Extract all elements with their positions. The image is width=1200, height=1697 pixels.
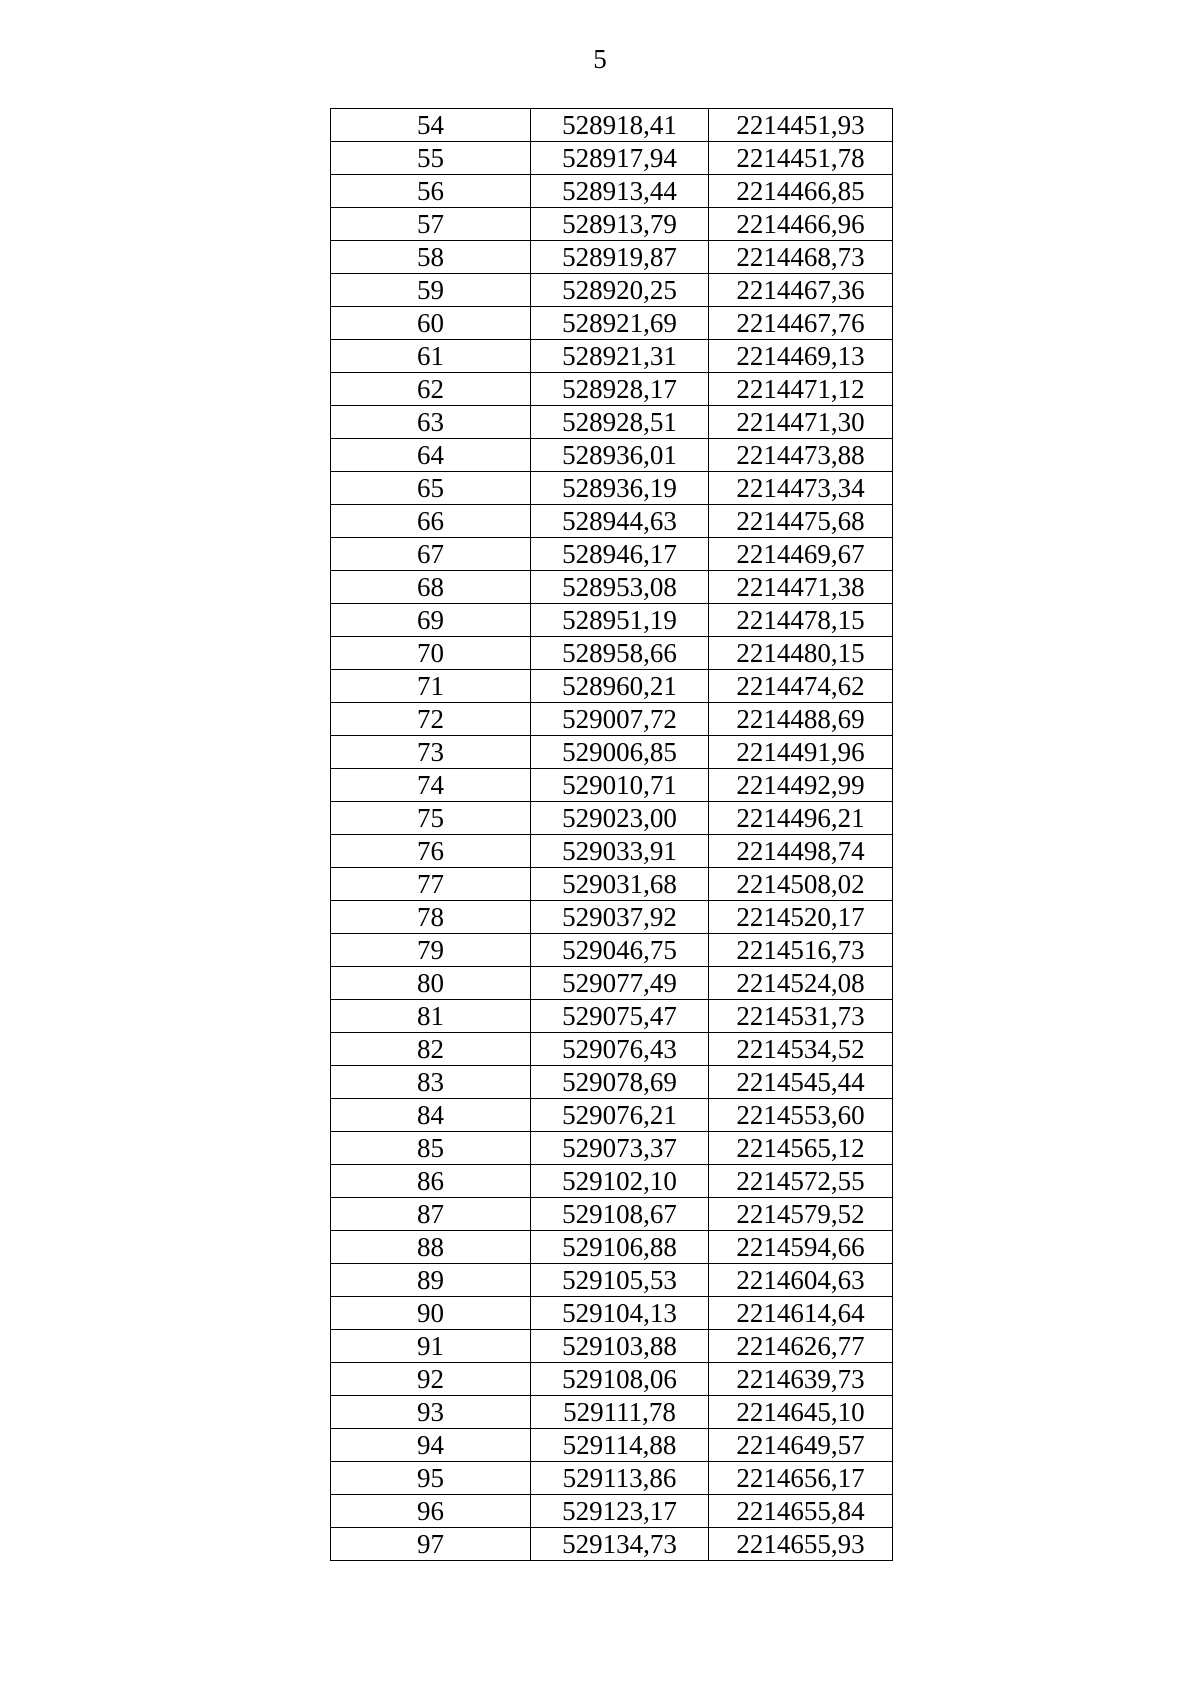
table-row — [331, 373, 893, 406]
coordinates-table-body — [331, 109, 893, 1561]
point-number-cell: 80 — [331, 967, 531, 1000]
point-number-cell: 54 — [331, 109, 531, 142]
table-row — [331, 703, 893, 736]
point-number-cell: 75 — [331, 802, 531, 835]
y-coordinate-cell: 2214655,84 — [709, 1495, 893, 1528]
y-coordinate-cell: 2214469,67 — [709, 538, 893, 571]
x-coordinate-cell: 528921,69 — [531, 307, 709, 340]
x-coordinate-cell: 529108,67 — [531, 1198, 709, 1231]
x-coordinate-cell: 529075,47 — [531, 1000, 709, 1033]
y-coordinate-cell: 2214492,99 — [709, 769, 893, 802]
point-number-cell: 89 — [331, 1264, 531, 1297]
x-coordinate-cell: 529010,71 — [531, 769, 709, 802]
table-row — [331, 274, 893, 307]
table-row — [331, 1132, 893, 1165]
x-coordinate-cell: 528920,25 — [531, 274, 709, 307]
y-coordinate-cell: 2214572,55 — [709, 1165, 893, 1198]
table-row — [331, 175, 893, 208]
x-coordinate-cell: 528918,41 — [531, 109, 709, 142]
x-coordinate-cell: 528913,44 — [531, 175, 709, 208]
point-number-cell: 94 — [331, 1429, 531, 1462]
y-coordinate-cell: 2214498,74 — [709, 835, 893, 868]
table-row — [331, 868, 893, 901]
y-coordinate-cell: 2214508,02 — [709, 868, 893, 901]
point-number-cell: 71 — [331, 670, 531, 703]
table-row — [331, 901, 893, 934]
x-coordinate-cell: 528944,63 — [531, 505, 709, 538]
y-coordinate-cell: 2214491,96 — [709, 736, 893, 769]
y-coordinate-cell: 2214579,52 — [709, 1198, 893, 1231]
y-coordinate-cell: 2214516,73 — [709, 934, 893, 967]
point-number-cell: 85 — [331, 1132, 531, 1165]
point-number-cell: 63 — [331, 406, 531, 439]
x-coordinate-cell: 529102,10 — [531, 1165, 709, 1198]
x-coordinate-cell: 529073,37 — [531, 1132, 709, 1165]
x-coordinate-cell: 529114,88 — [531, 1429, 709, 1462]
table-row — [331, 241, 893, 274]
point-number-cell: 76 — [331, 835, 531, 868]
y-coordinate-cell: 2214649,57 — [709, 1429, 893, 1462]
table-row — [331, 670, 893, 703]
x-coordinate-cell: 529123,17 — [531, 1495, 709, 1528]
y-coordinate-cell: 2214469,13 — [709, 340, 893, 373]
y-coordinate-cell: 2214451,93 — [709, 109, 893, 142]
point-number-cell: 81 — [331, 1000, 531, 1033]
coordinates-table — [330, 108, 893, 1561]
point-number-cell: 72 — [331, 703, 531, 736]
table-row — [331, 1495, 893, 1528]
point-number-cell: 69 — [331, 604, 531, 637]
y-coordinate-cell: 2214496,21 — [709, 802, 893, 835]
y-coordinate-cell: 2214639,73 — [709, 1363, 893, 1396]
table-row — [331, 439, 893, 472]
point-number-cell: 74 — [331, 769, 531, 802]
point-number-cell: 96 — [331, 1495, 531, 1528]
table-row — [331, 1396, 893, 1429]
x-coordinate-cell: 528928,17 — [531, 373, 709, 406]
y-coordinate-cell: 2214553,60 — [709, 1099, 893, 1132]
table-row — [331, 1297, 893, 1330]
y-coordinate-cell: 2214614,64 — [709, 1297, 893, 1330]
table-row — [331, 1000, 893, 1033]
table-row — [331, 934, 893, 967]
table-row — [331, 967, 893, 1000]
x-coordinate-cell: 529076,21 — [531, 1099, 709, 1132]
x-coordinate-cell: 528919,87 — [531, 241, 709, 274]
point-number-cell: 91 — [331, 1330, 531, 1363]
point-number-cell: 70 — [331, 637, 531, 670]
point-number-cell: 58 — [331, 241, 531, 274]
y-coordinate-cell: 2214565,12 — [709, 1132, 893, 1165]
x-coordinate-cell: 529007,72 — [531, 703, 709, 736]
table-row — [331, 1165, 893, 1198]
point-number-cell: 56 — [331, 175, 531, 208]
x-coordinate-cell: 529023,00 — [531, 802, 709, 835]
x-coordinate-cell: 528936,19 — [531, 472, 709, 505]
x-coordinate-cell: 528958,66 — [531, 637, 709, 670]
point-number-cell: 84 — [331, 1099, 531, 1132]
y-coordinate-cell: 2214604,63 — [709, 1264, 893, 1297]
y-coordinate-cell: 2214656,17 — [709, 1462, 893, 1495]
point-number-cell: 82 — [331, 1033, 531, 1066]
x-coordinate-cell: 529033,91 — [531, 835, 709, 868]
point-number-cell: 79 — [331, 934, 531, 967]
point-number-cell: 67 — [331, 538, 531, 571]
point-number-cell: 65 — [331, 472, 531, 505]
y-coordinate-cell: 2214655,93 — [709, 1528, 893, 1561]
point-number-cell: 61 — [331, 340, 531, 373]
y-coordinate-cell: 2214488,69 — [709, 703, 893, 736]
y-coordinate-cell: 2214468,73 — [709, 241, 893, 274]
point-number-cell: 87 — [331, 1198, 531, 1231]
y-coordinate-cell: 2214471,12 — [709, 373, 893, 406]
y-coordinate-cell: 2214467,36 — [709, 274, 893, 307]
y-coordinate-cell: 2214520,17 — [709, 901, 893, 934]
table-row — [331, 208, 893, 241]
x-coordinate-cell: 528921,31 — [531, 340, 709, 373]
point-number-cell: 88 — [331, 1231, 531, 1264]
x-coordinate-cell: 529103,88 — [531, 1330, 709, 1363]
y-coordinate-cell: 2214473,88 — [709, 439, 893, 472]
table-row — [331, 637, 893, 670]
x-coordinate-cell: 529006,85 — [531, 736, 709, 769]
x-coordinate-cell: 529108,06 — [531, 1363, 709, 1396]
table-row — [331, 736, 893, 769]
x-coordinate-cell: 528951,19 — [531, 604, 709, 637]
point-number-cell: 78 — [331, 901, 531, 934]
y-coordinate-cell: 2214475,68 — [709, 505, 893, 538]
table-row — [331, 340, 893, 373]
point-number-cell: 55 — [331, 142, 531, 175]
y-coordinate-cell: 2214466,85 — [709, 175, 893, 208]
point-number-cell: 86 — [331, 1165, 531, 1198]
table-row — [331, 1231, 893, 1264]
table-row — [331, 1528, 893, 1561]
point-number-cell: 83 — [331, 1066, 531, 1099]
table-row — [331, 571, 893, 604]
x-coordinate-cell: 529134,73 — [531, 1528, 709, 1561]
table-row — [331, 307, 893, 340]
table-row — [331, 538, 893, 571]
y-coordinate-cell: 2214471,38 — [709, 571, 893, 604]
table-row — [331, 505, 893, 538]
y-coordinate-cell: 2214478,15 — [709, 604, 893, 637]
x-coordinate-cell: 528946,17 — [531, 538, 709, 571]
y-coordinate-cell: 2214474,62 — [709, 670, 893, 703]
y-coordinate-cell: 2214545,44 — [709, 1066, 893, 1099]
x-coordinate-cell: 528953,08 — [531, 571, 709, 604]
table-row — [331, 1099, 893, 1132]
x-coordinate-cell: 528936,01 — [531, 439, 709, 472]
page-number: 5 — [593, 44, 607, 74]
point-number-cell: 59 — [331, 274, 531, 307]
x-coordinate-cell: 529046,75 — [531, 934, 709, 967]
x-coordinate-cell: 529105,53 — [531, 1264, 709, 1297]
point-number-cell: 95 — [331, 1462, 531, 1495]
x-coordinate-cell: 529031,68 — [531, 868, 709, 901]
table-row — [331, 769, 893, 802]
table-row — [331, 1462, 893, 1495]
point-number-cell: 73 — [331, 736, 531, 769]
point-number-cell: 66 — [331, 505, 531, 538]
y-coordinate-cell: 2214626,77 — [709, 1330, 893, 1363]
x-coordinate-cell: 529113,86 — [531, 1462, 709, 1495]
y-coordinate-cell: 2214531,73 — [709, 1000, 893, 1033]
y-coordinate-cell: 2214466,96 — [709, 208, 893, 241]
table-row — [331, 472, 893, 505]
point-number-cell: 60 — [331, 307, 531, 340]
point-number-cell: 68 — [331, 571, 531, 604]
x-coordinate-cell: 528928,51 — [531, 406, 709, 439]
table-row — [331, 1198, 893, 1231]
x-coordinate-cell: 529111,78 — [531, 1396, 709, 1429]
table-row — [331, 1363, 893, 1396]
table-row — [331, 1330, 893, 1363]
y-coordinate-cell: 2214471,30 — [709, 406, 893, 439]
point-number-cell: 97 — [331, 1528, 531, 1561]
point-number-cell: 64 — [331, 439, 531, 472]
x-coordinate-cell: 529076,43 — [531, 1033, 709, 1066]
table-row — [331, 1429, 893, 1462]
y-coordinate-cell: 2214451,78 — [709, 142, 893, 175]
x-coordinate-cell: 528917,94 — [531, 142, 709, 175]
point-number-cell: 90 — [331, 1297, 531, 1330]
y-coordinate-cell: 2214480,15 — [709, 637, 893, 670]
y-coordinate-cell: 2214534,52 — [709, 1033, 893, 1066]
y-coordinate-cell: 2214467,76 — [709, 307, 893, 340]
x-coordinate-cell: 528960,21 — [531, 670, 709, 703]
table-row — [331, 1066, 893, 1099]
table-row — [331, 835, 893, 868]
point-number-cell: 62 — [331, 373, 531, 406]
x-coordinate-cell: 529106,88 — [531, 1231, 709, 1264]
table-row — [331, 1033, 893, 1066]
table-row — [331, 604, 893, 637]
point-number-cell: 93 — [331, 1396, 531, 1429]
y-coordinate-cell: 2214524,08 — [709, 967, 893, 1000]
point-number-cell: 57 — [331, 208, 531, 241]
y-coordinate-cell: 2214645,10 — [709, 1396, 893, 1429]
x-coordinate-cell: 528913,79 — [531, 208, 709, 241]
x-coordinate-cell: 529037,92 — [531, 901, 709, 934]
table-row — [331, 802, 893, 835]
table-row — [331, 406, 893, 439]
x-coordinate-cell: 529078,69 — [531, 1066, 709, 1099]
point-number-cell: 92 — [331, 1363, 531, 1396]
table-row — [331, 1264, 893, 1297]
x-coordinate-cell: 529077,49 — [531, 967, 709, 1000]
y-coordinate-cell: 2214473,34 — [709, 472, 893, 505]
table-row — [331, 142, 893, 175]
y-coordinate-cell: 2214594,66 — [709, 1231, 893, 1264]
point-number-cell: 77 — [331, 868, 531, 901]
x-coordinate-cell: 529104,13 — [531, 1297, 709, 1330]
table-row — [331, 109, 893, 142]
